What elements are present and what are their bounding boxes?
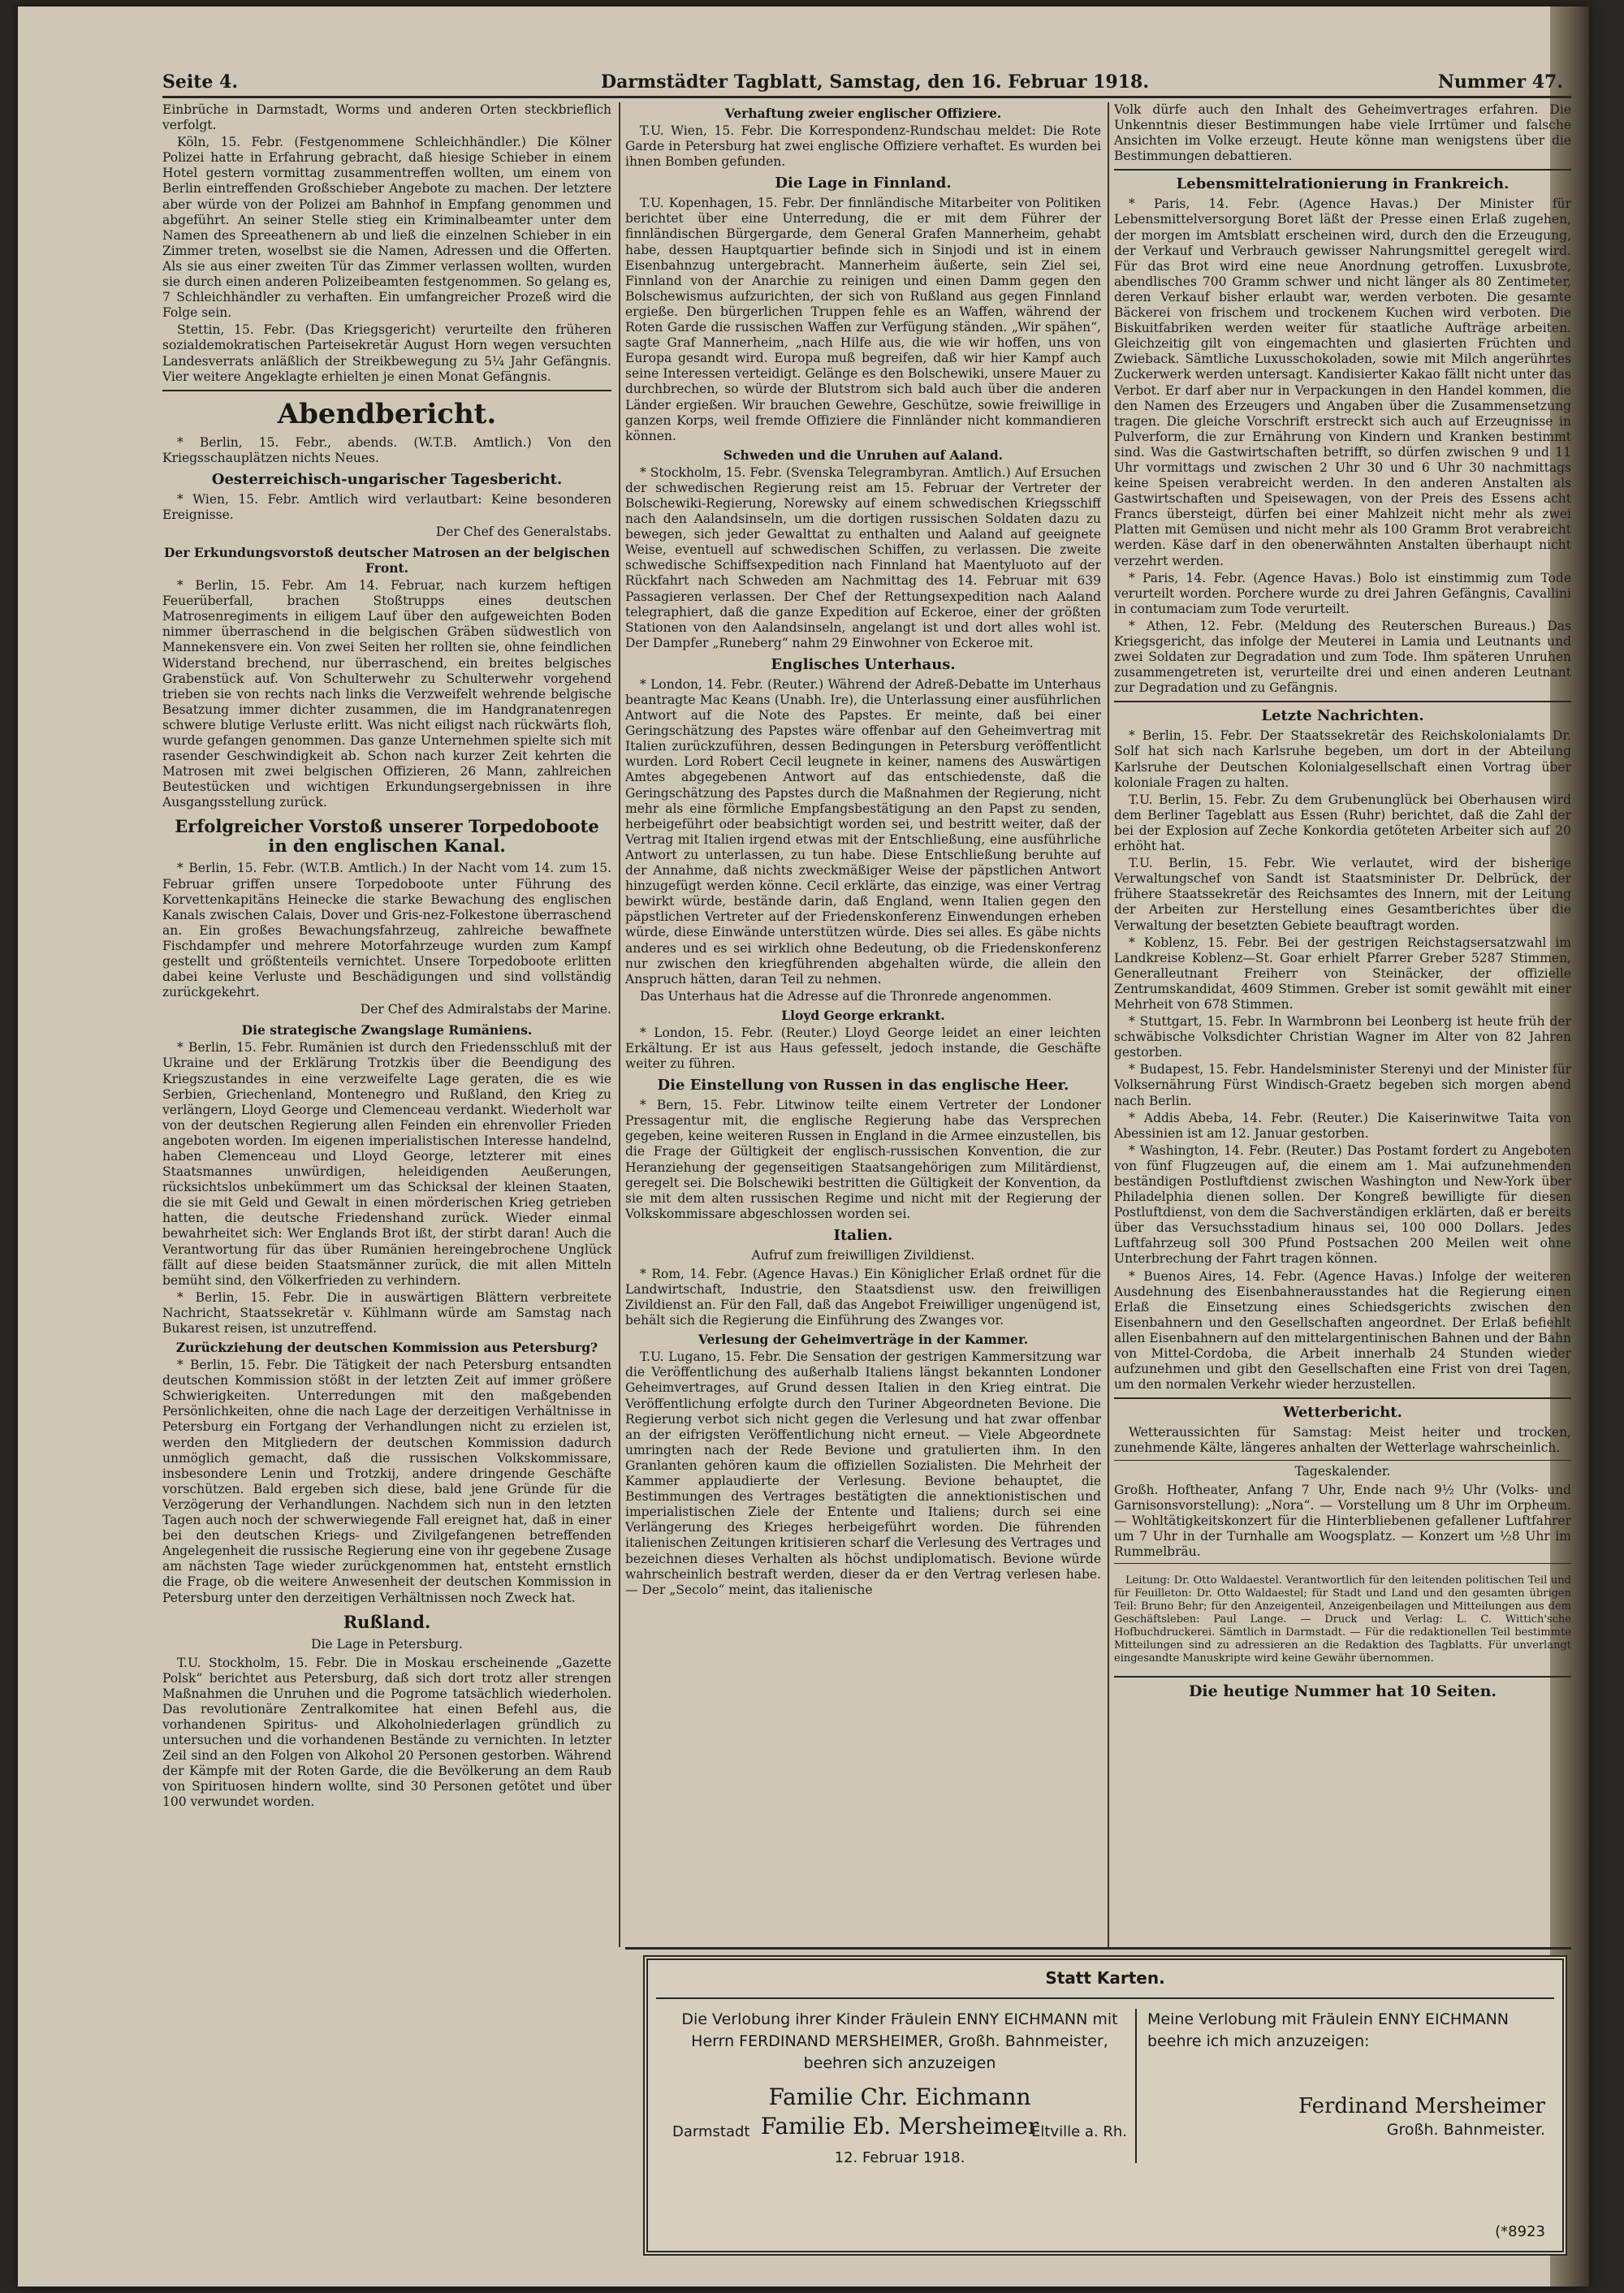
news-item: * Buenos Aires, 14. Febr. (Agence Havas.) Infolge der weiteren Ausdehnung des Eisenbahnerausstandes hat die Regierung einen Erlaß die Einsetzung eines Schiedsgerichts zwischen den Eisenbahnern und den Gesellschaften angeordnet. Der Erlaß befiehlt allen Eisenbahnern auf den mittelargentinischen Bahnen und der Bahn von Mittel-Cordoba, die Arbeit innerhalb 24 Stunden wieder aufzunehmen und gibt den Gesellschaften eine Frist von drei Tagen, um den normalen Verkehr wieder herzustellen.: [1114, 1268, 1571, 1393]
article-tageskalender: Großh. Hoftheater, Anfang 7 Uhr, Ende nach 9½ Uhr (Volks- und Garnisonsvorstellung): „Nora“. — Vorstellung um 8 Uhr im Orpheum. — Wohltätigkeitskonzert für die Hinterbliebenen gefallener Luftfahrer um 7 Uhr in der Turnhalle am Woogsplatz. — Konzert um ½8 Uhr im Rummelbräu.: [1114, 1482, 1571, 1559]
article-unterhaus: * London, 14. Febr. (Reuter.) Während der Adreß-Debatte im Unterhaus beantragte Mac Keans (Unabh. Ire), die Unterlassung einer ausführlichen Antwort auf die Note des Papstes. Er meinte, daß bei einer Geringschätzung des Papstes wäre offenbar auf den Geheimvertrag mit Italien zurückzuführen, dessen Bedingungen in Petersburg veröffentlicht wurden. Lord Robert Cecil leugnete in keiner, namens des Auswärtigen Amtes abgegebenen Antwort auf das entschiedenste, daß die Geringschätzung des Papstes durch die Maßnahmen der Regierung, nicht mehr als eine förmliche Empfangsbestätigung an den Papst zu senden, herbeigeführt oder beabsichtigt worden sei, und bestritt weiter, daß der Vertrag mit Italien irgend etwas mit der Entschließung, eine ausführliche Antwort zu unterlassen, zu tun habe. Diese Entschließung beruhte auf der Annahme, daß nichts zweckmäßiger Weise der päpstlichen Antwort hinzugefügt werden könne. Cecil erklärte, das einzige, was einer Vertrag bewirkt würde, bestände darin, daß England, wenn Italien gegen den päpstlichen Vertreter auf der Friedenskonferenz Einwendungen erheben würde, diese Einwände unterstützen würde. Dies sei alles. Es gäbe nichts anderes und es sei wirklich ohne Bedeutung, ob die Friedenskonferenz nur zwischen den kriegführenden abgehalten würde, die allein den Anspruch hätten, daran Teil zu nehmen.: [625, 676, 1101, 987]
heading-russen-heer: Die Einstellung von Russen in das englische Heer.: [657, 1077, 1069, 1095]
ad-place-right: Eltville a. Rh.: [1031, 2123, 1127, 2140]
heading-letzte-nachrichten: Letzte Nachrichten.: [1261, 707, 1424, 725]
article-kommission: * Berlin, 15. Febr. Die Tätigkeit der nach Petersburg entsandten deutschen Kommission stößt in der letzten Zeit auf immer größere Schwierigkeiten. Unterredungen mit den maßgebenden Persönlichkeiten, ohne die nach Lage der derzeitigen Verhältnisse in Petersburg ein Fortgang der Verhandlungen nicht zu erzielen ist, werden den Mitgliedern der deutschen Kommission dadurch unmöglich gemacht, daß die russischen Volkskommissare, insbesondere Lenin und Trotzkij, andere dringende Geschäfte vorschützen. Bald ergeben sich diese, bald jene Gründe für die Verzögerung der Verhandlungen. Nachdem sich nun in den letzten Tagen auch noch der schwerwiegende Fall ereignet hat, daß in einer bei den deutschen Kriegs- und Zivilgefangenen betreffenden Angelegenheit die russische Regierung eine von ihr gegebene Zusage am nächsten Tage wieder zurückgenommen hat, entsteht ernstlich die Frage, ob die weitere Anwesenheit der deutschen Kommission in Petersburg unter den derzeitigen Verhältnissen noch Zweck hat.: [162, 1358, 611, 1605]
article-geheimvertraege: T.U. Lugano, 15. Febr. Die Sensation der gestrigen Kammersitzung war die Veröffentlichung des außerhalb Italiens längst bekannten Londoner Geheimvertrages, auf Grund dessen Italien in den Krieg eintrat. Die Veröffentlichung erfolgte durch den Turiner Abgeordneten Bevione. Die Regierung verbot sich nicht gegen die Verlesung und hat zwar offenbar an der eifrigsten Veröffentlichung nicht erneut. — Viele Abgeordnete umringten nach der Rede Bevione und gratulierten ihm. In den Granlanten gehören kaum die offiziellen Sozialisten. Die Mehrheit der Kammer applaudierte der Verlesung. Bevione behauptet, die Bestimmungen des Vertrages bestätigten die annektionistischen und imperialistischen Ziele der Entente und Italiens; durch sei eine Verlängerung des Krieges herbeigeführt worden. Die führenden italienischen Zeitungen kritisieren scharf die Verlesung des Vertrages und bezeichnen dieses Verhalten als höchst undiplomatisch. Bevione würde wahrscheinlich bestraft werden, dieser da er den Vertrag verlesen habe. — Der „Secolo“ meint, das italienische: [625, 1349, 1101, 1597]
ad-left-text: Die Verlobung ihrer Kinder Fräulein ENNY EICHMANN mit Herrn FERDINAND MERSHEIMER, Großh. Bahnmeister, beehren sich anzuzeigen: [681, 2010, 1118, 2072]
news-item: * Addis Abeba, 14. Febr. (Reuter.) Die Kaiserinwitwe Taita von Abessinien ist am 12. Januar gestorben.: [1114, 1110, 1571, 1141]
ad-family-1: Familie Chr. Eichmann: [768, 2084, 1031, 2110]
ad-place-left: Darmstadt: [672, 2123, 750, 2140]
heading-russland: Rußland.: [343, 1611, 431, 1632]
news-item: * Budapest, 15. Febr. Handelsminister Sterenyi und der Minister für Volksernährung Fürst Windisch-Graetz begeben sich morgen abend nach Berlin.: [1114, 1062, 1571, 1108]
column-3: [1114, 102, 1571, 1947]
ad-right-text: Meine Verlobung mit Fräulein ENNY EICHMANN beehre ich mich anzuzeigen:: [1147, 2010, 1510, 2050]
ad-title-rule: [656, 1997, 1554, 1999]
heading-aaland: Schweden und die Unruhen auf Aaland.: [723, 447, 1004, 463]
heading-oesterreich: Oesterreichisch-ungarischer Tagesbericht.: [211, 470, 563, 488]
ad-title: Statt Karten.: [1045, 1968, 1165, 1988]
article-text: Einbrüche in Darmstadt, Worms und anderen Orten steckbrieflich verfolgt.: [162, 102, 611, 133]
ad-date: 12. Februar 1918.: [834, 2149, 965, 2166]
heading-italien: Italien.: [833, 1226, 893, 1244]
header-rule: [162, 96, 1571, 98]
article-offiziere: T.U. Wien, 15. Febr. Die Korrespondenz-Rundschau meldet: Die Rote Garde in Petersburg hat zwei englische Offiziere verhaftet. Es wurden bei ihnen Bomben gefunden.: [625, 123, 1101, 170]
section-rule: [1114, 1397, 1571, 1399]
heading-unterhaus: Englisches Unterhaus.: [771, 655, 956, 673]
heading-rumaenien: Die strategische Zwangslage Rumäniens.: [241, 1022, 533, 1039]
section-rule: [162, 390, 611, 391]
ad-groom-role: Großh. Bahnmeister.: [1386, 2121, 1545, 2139]
article-rumaenien: * Berlin, 15. Febr. Rumänien ist durch den Friedensschluß mit der Ukraine und der Erklärung Trotzkis über die Beendigung des Kriegszustandes in eine verzweifelte Lage geraten, die es wie Serbien, Griechenland, Montenegro und Rußland, den Krieg zu verlängern, Lloyd George und Clemenceau verdankt. Wiederholt war von der deutschen Regierung allen Feinden ein ehrenvoller Frieden angeboten worden. Im eigenen imperialistischen Interesse handelnd, haben Clemenceau und Lloyd George, letzterer mit eines Staatsmannes unwürdigen, heleidigenden Aeußerungen, rücksichtslos unbekümmert um das Schicksal der kleinen Staaten, die sie mit Geld und Gewalt in einen mörderischen Krieg getrieben hatten, die deutsche Friedenshand zurück. Wieder einmal bewahrheitet sich: Wer Englands Brot ißt, der stirbt daran! Auch die Verantwortung für das über Rumänien hereingebrochene Unglück fällt auf diese beiden Staatsmänner zurück, die mit allen Mitteln bemüht sind, den Völkerfrieden zu verhindern.: [162, 1040, 611, 1288]
article-russland: T.U. Stockholm, 15. Febr. Die in Moskau erscheinende „Gazette Polsk“ berichtet aus Petersburg, daß sich dort trotz aller strengen Maßnahmen die Unruhen und die Pogrome tatsächlich wiederholen. Das revolutionäre Zentralkomitee hat einen Befehl aus, die vorhandenen Spiritus- und Alkoholniederlagen gründlich zu untersuchen und die vorhandenen Bestände zu vernichten. In letzter Zeil sind an den Folgen von Alkohol 20 Personen gestorben. Während der Kämpfe mit der Roten Garde, die die Bevölkerung an dem Raub von Spirituosen hindern wollte, sind 30 Personen getötet und über 100 verwundet worden.: [162, 1655, 611, 1810]
article-lloyd-george: * London, 15. Febr. (Reuter.) Lloyd George leidet an einer leichten Erkältung. Er ist aus Haus gefesselt, jedoch instande, die Geschäfte weiter zu führen.: [625, 1025, 1101, 1072]
ad-family-row: [672, 2112, 1127, 2141]
article-abendbericht: * Berlin, 15. Febr., abends. (W.T.B. Amtlich.) Von den Kriegsschauplätzen nichts Neues.: [162, 434, 611, 465]
article-koeln: Köln, 15. Febr. (Festgenommene Schleichhändler.) Die Kölner Polizei hatte in Erfahrung gebracht, daß hiesige Schieber in einem Hotel gestern vormittag zusammentreffen wollten, um einem von Berlin eintreffenden Großschieber Angebote zu machen. Der letztere aber würde von der Polizei am Bahnhof in Empfang genommen und abgeführt. An seiner Stelle stieg ein Kriminalbeamter unter dem Namen des Spreeathenern ab und ließ die einzelnen Schieber in ein Zimmer treten, woselbst sie die Namen, Adressen und die Offerten. Als sie aus einer zweiten Tür das Zimmer verlassen wollten, wurden sie durch einen anderen Polizeibeamten festgenommen. So gelang es, 7 Schleichhändler zu verhaften. Ein umfangreicher Prozeß wird die Folge sein.: [162, 135, 611, 321]
news-item: * Stuttgart, 15. Febr. In Warmbronn bei Leonberg ist heute früh der schwäbische Volksdichter Christian Wagner im Alter von 82 Jahren gestorben.: [1114, 1014, 1571, 1060]
ad-top-rule: [625, 1947, 1571, 1950]
heading-finnland: Die Lage in Finnland.: [775, 175, 952, 192]
news-item: T.U. Berlin, 15. Febr. Wie verlautet, wird der bisherige Verwaltungschef von Sandt ist Staatsminister Dr. Delbrück, der frühere Staatssekretär des Reichsamtes des Innern, mit der Leitung der Arbeiten zur Herstellung eines Gesamtberichtes über die Verwaltung der besetzten Gebiete beauftragt worden.: [1114, 856, 1571, 933]
article-bolo: * Paris, 14. Febr. (Agence Havas.) Bolo ist einstimmig zum Tode verurteilt worden. Porchere wurde zu drei Jahren Gefängnis, Cavallini in contumaciam zum Tode verurteilt.: [1114, 570, 1571, 616]
engagement-announcement: [643, 1955, 1567, 2256]
heading-frankreich: Lebensmittelrationierung in Frankreich.: [1176, 175, 1510, 193]
issue-number: Nummer 47.: [1437, 71, 1563, 93]
heading-lloyd-george: Lloyd George erkrankt.: [781, 1007, 945, 1023]
signature: Der Chef des Generalstabs.: [435, 525, 611, 540]
article-stettin: Stettin, 15. Febr. (Das Kriegsgericht) verurteilte den früheren sozialdemokratischen Parteisekretär August Horn wegen versuchten Landesverrats anläßlich der Streikbewegung zu 5¼ Jahr Gefängnis. Vier weitere Angeklagte erhielten je einen Monat Gefängnis.: [162, 322, 611, 384]
ad-family-2: Familie Eb. Mersheimer: [760, 2113, 1039, 2140]
ad-left-panel: [672, 2009, 1127, 2248]
article-russen-heer: * Bern, 15. Febr. Litwinow teilte einem Vertreter der Londoner Pressagentur mit, die englische Regierung habe das Versprechen gegeben, keine weiteren Russen in England in die Armee einzustellen, bis die Frage der Gültigkeit der englisch-russischen Konvention, die zur Heranziehung der gegenseitigen Staatsangehörigen zum Militärdienst, geregelt sei. Die Bolschewiki bestritten die Gültigkeit der Konvention, da sie mit dem alten russischen Regime und nicht mit der Regierung der Volkskommissare abgeschlossen worden sei.: [625, 1098, 1101, 1221]
heading-abendbericht: Abendbericht.: [277, 397, 497, 430]
heading-offiziere: Verhaftung zweier englischer Offiziere.: [724, 106, 1002, 121]
newspaper-page: [18, 6, 1589, 2287]
ad-code: (*8923: [1495, 2223, 1545, 2240]
section-rule: [1114, 1460, 1571, 1461]
article-frankreich: * Paris, 14. Febr. (Agence Havas.) Der Minister für Lebensmittelversorgung Boret läßt der Presse einen Erlaß zugehen, der morgen im Amtsblatt erscheinen wird, durch den die Erzeugung, der Verkauf und Verbrauch gewisser Nahrungsmittel geregelt wird. Für das Brot wird eine neue Anordnung getroffen. Luxusbrote, abendlisches 700 Gramm schwer und nicht länger als 80 Zentimeter, deren Verkauf bisher erlaubt war, werden verboten. Die gesamte Bäckerei von frischem und trockenem Kuchen wird verboten. Die Biskuitfabriken werden weiter für staatliche Aufträge arbeiten. Gleichzeitig gilt von eingemachten und glasierten Früchten und Zwieback. Sämtliche Luxusschokoladen, sowie mit Milch angerührtes Zuckerwerk werden untersagt. Kandisierter Kakao fällt nicht unter das Verbot. Er darf aber nur in Verpackungen in den Handel kommen, die den Namen des Erzeugers und Angaben über die Zusammensetzung tragen. Die gleiche Vorschrift erstreckt sich auch auf Erzeugnisse in Pulverform, die zur Ernährung von Kindern und Kranken bestimmt sind. Was die Gastwirtschaften betrifft, so dürfen zwischen 9 und 11 Uhr vormittags und zwischen 2 Uhr 30 und 6 Uhr 30 nachmittags keine Speisen verabreicht werden. In den anderen Anstalten als Gastwirtschaften und Speisewagen, von der Preis des Essens acht Francs übersteigt, dürfen bei einer Mahlzeit nicht mehr als zwei Platten mit Gemüsen und nicht mehr als 100 Gramm Brot verabreicht werden. Käse darf in den obenerwähnten Anstalten überhaupt nicht verzehrt werden.: [1114, 196, 1571, 568]
section-rule: [1114, 169, 1571, 171]
article-torpedo: * Berlin, 15. Febr. (W.T.B. Amtlich.) In der Nacht vom 14. zum 15. Februar griffen unsere Torpedoboote unter Führung des Korvettenkapitäns Heinecke die starke Bewachung des englischen Kanals zwischen Calais, Dover und Gris-nez-Folkestone überraschend an. Ein großes Bewachungsfahrzeug, zahlreiche bewaffnete Fischdampfer und mehrere Motorfahrzeuge wurden zum Kampf gestellt und größtenteils vernichtet. Unsere Torpedoboote erlitten dabei keine Verluste und Beschädigungen und sind vollständig zurückgekehrt.: [162, 861, 611, 1000]
article-aaland: * Stockholm, 15. Febr. (Svenska Telegrambyran. Amtlich.) Auf Ersuchen der schwedischen Regierung reist am 15. Februar der Vertreter der Bolschewiki-Regierung, Norewsky auf einem schwedischen Kriegsschiff nach den Aalandsinseln, um die dortigen russischen Soldaten dazu zu bewegen, sich jeder Gewalttat zu enthalten und Aaland auf geeignete Weise, eventuell auf schwedischen Schiffen, zu verlassen. Die zweite schwedische Schiffsexpedition nach Finnland hat Maentyluoto auf der Rückfahrt nach Schweden am Nachmittag des 14. Februar mit 639 Passagieren verlassen. Der Chef der Rettungsexpedition nach Aaland telegraphiert, daß die ganze Expedition auf Eckeroe, einer der größten Stationen von den Aalandsinseln, angelangt ist und dort alles wohl ist. Der Dampfer „Runeberg“ nahm 29 Einwohner von Eckeroe mit.: [625, 464, 1101, 650]
ad-divider: [1135, 2009, 1137, 2163]
heading-kommission: Zurückziehung der deutschen Kommission aus Petersburg?: [175, 1340, 598, 1356]
page-header: [162, 70, 1571, 97]
heading-torpedo: Erfolgreicher Vorstoß unserer Torpedoboote in den englischen Kanal.: [175, 816, 599, 857]
page-count-note: Die heutige Nummer hat 10 Seiten.: [1188, 1682, 1497, 1700]
ad-right-panel: [1147, 2009, 1545, 2248]
news-item: * Washington, 14. Febr. (Reuter.) Das Postamt fordert zu Angeboten von fünf Flugzeugen auf, die einem am 1. Mai aufzunehmenden beständigen Postluftdienst zwischen Washington und New-York über Philadelphia dienen sollen. Der Kongreß bewilligte für diesen Postluftdienst, von dem die Sachverständigen erklärten, daß er bereits über das Versuchsstadium hinaus sei, 100 000 Dollars. Jedes Luftfahrzeug soll 300 Pfund Postsachen 200 Meilen weit ohne Unterbrechung der Fahrt tragen können.: [1114, 1142, 1571, 1267]
article-finnland: T.U. Kopenhagen, 15. Febr. Der finnländische Mitarbeiter von Politiken berichtet über eine Unterredung, die er mit dem Führer der finnländischen Bürgergarde, dem General Grafen Mannerheim, gehabt habe, dessen Hauptquartier befinde sich in Sinjodi und ist in einem Eisenbahnzug untergebracht. Mannerheim äußerte, sein Ziel sei, Finnland von der Anarchie zu reinigen und einen Damm gegen den Bolschewismus aufzurichten, der sich von Rußland aus gegen Finnland ergieße. Den bürgerlichen Truppen fehle es an Waffen, während der Roten Garde die russischen Waffen zur Verfügung ständen. „Wir spähen“, sagte Graf Mannerheim, „nach Hilfe aus, die wie wir hoffen, uns von Europa gesandt wird. Europa muß begreifen, daß wir hier Kampf auch seine Interessen verteidigt. Gelänge es den Bolschewiki, unsere Mauer zu durchbrechen, so würde der Blutstrom sich bald auch über die anderen Länder ergießen. Wir brauchen Gewehre, Geschütze, sowie freiwillige in ganzen Korps, weil fremde Offiziere die Finnländer nicht kommandieren können.: [625, 196, 1101, 443]
news-item: T.U. Berlin, 15. Febr. Zu dem Grubenunglück bei Oberhausen wird dem Berliner Tageblatt aus Essen (Ruhr) berichtet, daß die Zahl der bei der Explosion auf Zeche Konkordia getöteten Arbeiter sich auf 20 erhöht hat.: [1114, 792, 1571, 854]
heading-tageskalender: Tageskalender.: [1294, 1463, 1391, 1479]
subheading-petersburg: Die Lage in Petersburg.: [311, 1636, 463, 1652]
section-rule: [1114, 701, 1571, 702]
article-wetter: Wetteraussichten für Samstag: Meist heiter und trocken, zunehmende Kälte, längeres anhalten der Wetterlage wahrscheinlich.: [1114, 1425, 1571, 1456]
column-rule-1: [619, 102, 620, 1947]
column-rule-2: [1108, 102, 1109, 1947]
article-oesterreich: * Wien, 15. Febr. Amtlich wird verlautbart: Keine besonderen Ereignisse.: [162, 491, 611, 522]
news-item: * Koblenz, 15. Febr. Bei der gestrigen Reichstagsersatzwahl im Landkreise Koblenz—St. Goar erhielt Pfarrer Greber 5287 Stimmen, Generalleutnant Freiherr von Steinäcker, der offizielle Zentrumskandidat, 4609 Stimmen. Greber ist somit gewählt mit einer Mehrheit von 678 Stimmen.: [1114, 935, 1571, 1012]
news-item: * Berlin, 15. Febr. Der Staatssekretär des Reichskolonialamts Dr. Solf hat sich nach Karlsruhe begeben, um dort in der Abteilung Karlsruhe der Deutschen Kolonialgesellschaft einen Vortrag über koloniale Fragen zu halten.: [1114, 728, 1571, 790]
article-italien: * Rom, 14. Febr. (Agence Havas.) Ein Königlicher Erlaß ordnet für die Landwirtschaft, Industrie, den Staatsdienst usw. den freiwilligen Zivildienst an. Für den Fall, daß das Angebot Freiwilliger ungenügend ist, behält sich die Regierung die Einführung des Zwanges vor.: [625, 1266, 1101, 1328]
article-athen: * Athen, 12. Febr. (Meldung des Reuterschen Bureaus.) Das Kriegsgericht, das infolge der Meuterei in Lamia und Leutnants und zwei Soldaten zur Degradation und zum Tode. Ihm späteren Unruhen zusammengetreten ist, verurteilte drei und einen anderen Leutnant zur Degradation und zu Gefängnis.: [1114, 618, 1571, 696]
ad-groom-name: Ferdinand Mersheimer: [1298, 2094, 1545, 2118]
column-1: [162, 102, 611, 2287]
section-rule: [1114, 1676, 1571, 1678]
article-unterhaus-2: Das Unterhaus hat die Adresse auf die Thronrede angenommen.: [640, 988, 1052, 1004]
impressum: Leitung: Dr. Otto Waldaestel. Verantwortlich für den leitenden politischen Teil und für Feuilleton: Dr. Otto Waldaestel; für Stadt und Land und den gesamten übrigen Teil: Bruno Behr; für den Anzeigenteil, Anzeigenbeilagen und Mitteilungen aus dem Geschäftsleben: Paul Lange. — Druck und Verlag: L. C. Wittich'sche Hofbuchdruckerei. Sämtlich in Darmstadt. — Für die redaktionellen Teil bestimmte Mitteilungen sind zu adressieren an die Redaktion des Tagblatts. Für unverlangt eingesandte Manuskripte wird keine Gewähr übernommen.: [1114, 1574, 1571, 1665]
column-2: [625, 102, 1101, 1947]
section-rule: [1114, 1563, 1571, 1564]
masthead-line: Darmstädter Tagblatt, Samstag, den 16. Februar 1918.: [601, 71, 1150, 93]
page-number: Seite 4.: [162, 71, 239, 93]
article-kuehlmann: * Berlin, 15. Febr. Die in auswärtigen Blättern verbreitete Nachricht, Staatssekretär v. Kühlmann würde am Samstag nach Bukarest reisen, ist unzutreffend.: [162, 1289, 611, 1336]
article-continued: Volk dürfe auch den Inhalt des Geheimvertrages erfahren. Die Unkenntnis dieser Bestimmungen habe viele Irrtümer und falsche Ansichten im Volke erzeugt. Heute könne man wenigstens über die Bestimmungen debattieren.: [1114, 102, 1571, 164]
heading-geheimvertraege: Verlesung der Geheimverträge in der Kammer.: [698, 1332, 1029, 1348]
heading-wetterbericht: Wetterbericht.: [1283, 1404, 1402, 1422]
heading-matrosen: Der Erkundungsvorstoß deutscher Matrosen an der belgischen Front.: [164, 545, 610, 576]
signature: Der Chef des Admiralstabs der Marine.: [360, 1002, 611, 1017]
subheading-zivildienst: Aufruf zum freiwilligen Zivildienst.: [751, 1247, 975, 1263]
article-matrosen: * Berlin, 15. Febr. Am 14. Februar, nach kurzem heftigen Feuerüberfall, brachen Stoßtrupps eines deutschen Matrosenregiments in eiligem Lauf über den aufgeweichten Boden nimmer überraschend in die belgischen Gräben südwestlich von Mannekensvere ein. Von zwei Seiten her rollten sie, ohne feindlichen Widerstand brechend, nur überraschend, ein breites belgisches Grabenstück auf. Von Schulterwehr zu Schulterwehr vorgehend trieben sie von rechts nach links die Verzweifelt wehrende belgische Besatzung immer dichter zusammen, die im Handgranatenregen schwere blutige Verluste erlitt. Was nicht eiligst nach rückwärts floh, wurde gefangen genommen. Das ganze Unternehmen spielte sich mit rasender Geschwindigkeit ab. Schon nach kurzer Zeit kehrten die Matrosen mit zwei belgischen Offizieren, 26 Mann, zahlreichen Beutestücken und wichtigen Erkundungsergebnissen in ihre Ausgangsstellung zurück.: [162, 578, 611, 810]
